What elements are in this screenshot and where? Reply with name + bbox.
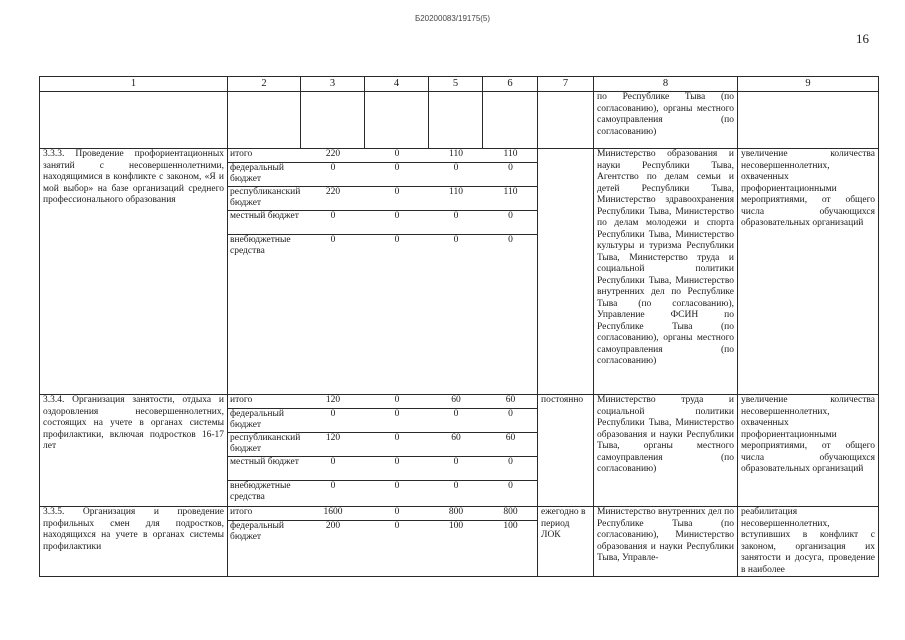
total-value: 120 (301, 432, 365, 456)
funding-block (228, 149, 538, 395)
year-value: 0 (394, 520, 400, 531)
funding-row (228, 395, 538, 408)
header-col-2: 2 (228, 77, 301, 92)
year-value: 0 (365, 432, 429, 456)
year-value: 110 (483, 149, 538, 162)
header-col-8: 8 (594, 77, 738, 92)
total-value: 0 (301, 162, 365, 186)
funding-subtable (228, 507, 538, 544)
year-value: 0 (508, 234, 513, 245)
year-value: 0 (394, 480, 400, 491)
funding-row (228, 234, 538, 258)
header-col-3: 3 (301, 77, 365, 92)
source-label: итого (228, 507, 301, 520)
year-value: 0 (365, 456, 429, 480)
term-cell: ежегодно в период ЛОК (538, 507, 594, 577)
funding-row (228, 456, 538, 480)
total-value: 200 (325, 520, 341, 531)
funding-row (228, 408, 538, 432)
table-row-continuation (40, 92, 879, 149)
year-value: 0 (483, 162, 538, 186)
source-label: внебюджетные средства (230, 234, 291, 256)
executors-cell: Министерство труда и социальной политики Республики Тыва, Министерство образования и науки Республики Тыва, органы местного самоуправления (по согласованию) (594, 395, 738, 507)
funding-block (228, 507, 538, 577)
executors-cell: по Республике Тыва (по согласованию), органы местного самоуправления (по согласованию) (594, 92, 738, 149)
year-value: 60 (429, 432, 483, 456)
total-value: 220 (301, 149, 365, 162)
year-value: 0 (394, 234, 400, 245)
source-label: местный бюджет (228, 210, 301, 234)
activity-name: 3.3.5. Организация и проведение профильных смен для подростков, находящихся на учете в органах системы профилактики (40, 507, 228, 577)
funding-row (228, 149, 538, 162)
year-value: 60 (429, 395, 483, 408)
term-cell (538, 149, 594, 395)
header-col-4: 4 (365, 77, 429, 92)
executors-cell: Министерство внутренних дел по Республике Тыва (по согласованию), Министерство образования и науки Республики Тыва, Управле- (594, 507, 738, 577)
total-value: 1600 (301, 507, 365, 520)
total-value: 220 (301, 186, 365, 210)
source-label: федеральный бюджет (228, 408, 301, 432)
result-cell: увеличение количества несовершеннолетних, охваченных профориентационными мероприятиями, от общего числа обучающихся образовательных организаций (738, 149, 879, 395)
year-value: 0 (453, 480, 459, 491)
total-value: 120 (301, 395, 365, 408)
year-value: 0 (365, 408, 429, 432)
total-value: 0 (301, 210, 365, 234)
source-label: федеральный бюджет (230, 520, 284, 542)
year-value: 0 (365, 186, 429, 210)
activity-name: 3.3.3. Проведение профориентационных занятий с несовершеннолетними, находящимися в конфликте с законом, «Я и мой выбор» на базе организаций среднего профессионального образования (40, 149, 228, 395)
program-table (39, 76, 879, 577)
year-value: 0 (365, 210, 429, 234)
activity-name: 3.3.4. Организация занятости, отдыха и оздоровления несовершеннолетних, состоящих на учете в органах системы профилактики, включая подростков 16-17 лет (40, 395, 228, 507)
table-row-3-3-4 (40, 395, 879, 507)
source-label: итого (228, 149, 301, 162)
source-label: итого (228, 395, 301, 408)
source-label: республиканский бюджет (230, 432, 301, 454)
year-value: 110 (483, 186, 538, 210)
year-value: 0 (429, 408, 483, 432)
year-value: 0 (483, 210, 538, 234)
funding-block (228, 395, 538, 507)
year-value: 800 (483, 507, 538, 520)
year-value: 0 (483, 408, 538, 432)
source-label: республиканский бюджет (230, 186, 301, 208)
year-value: 0 (429, 456, 483, 480)
year-value: 60 (483, 432, 538, 456)
year-value: 110 (429, 186, 483, 210)
table-row-3-3-5 (40, 507, 879, 577)
year-value: 0 (453, 234, 459, 245)
executors-cell: Министерство образования и науки Республики Тыва, Агентство по делам семьи и детей Республики Тыва, Министерство здравоохранения Республики Тыва, Министерство по делам молодежи и спорта Республики Тыва, Министерство культуры и туризма Республики Тыва, Министерство труда и социальной политики Республики Тыва, Министерство внутренних дел по Республике Тыва (по согласованию), Управление ФСИН по Республике Тыва (по согласованию), органы местного самоуправления (по согласованию) (594, 149, 738, 395)
funding-subtable (228, 149, 538, 258)
term-cell: постоянно (538, 395, 594, 507)
header-col-1: 1 (40, 77, 228, 92)
year-value: 0 (429, 210, 483, 234)
header-col-7: 7 (538, 77, 594, 92)
header-col-5: 5 (429, 77, 483, 92)
year-value: 0 (365, 162, 429, 186)
source-label: внебюджетные средства (230, 480, 291, 502)
year-value: 0 (365, 507, 429, 520)
funding-row (228, 480, 538, 504)
header-row (40, 77, 879, 92)
document-id: Б20200083/19175(5) (414, 14, 491, 23)
funding-row (228, 520, 538, 544)
source-label: федеральный бюджет (228, 162, 301, 186)
result-cell: реабилитация несовершеннолетних, вступивших в конфликт с законом, организация их занятости и досуга, проведение в наиболее (738, 507, 879, 577)
source-label: местный бюджет (228, 456, 301, 480)
total-value: 0 (301, 408, 365, 432)
table-row-3-3-3 (40, 149, 879, 395)
year-value: 100 (503, 520, 518, 531)
year-value: 0 (365, 395, 429, 408)
year-value: 100 (448, 520, 464, 531)
funding-row (228, 432, 538, 456)
year-value: 800 (429, 507, 483, 520)
funding-subtable (228, 395, 538, 504)
year-value: 0 (365, 149, 429, 162)
total-value: 0 (330, 234, 336, 245)
year-value: 60 (483, 395, 538, 408)
total-value: 0 (301, 456, 365, 480)
funding-row (228, 162, 538, 186)
year-value: 110 (429, 149, 483, 162)
funding-row (228, 186, 538, 210)
funding-row (228, 507, 538, 520)
total-value: 0 (330, 480, 336, 491)
page-number: 16 (856, 31, 869, 46)
year-value: 0 (429, 162, 483, 186)
funding-row (228, 210, 538, 234)
header-col-6: 6 (483, 77, 538, 92)
header-col-9: 9 (738, 77, 879, 92)
result-cell: увеличение количества несовершеннолетних, охваченных профориентационными мероприятиями, от общего числа обучающихся образовательных организаций (738, 395, 879, 507)
year-value: 0 (483, 456, 538, 480)
year-value: 0 (508, 480, 513, 491)
